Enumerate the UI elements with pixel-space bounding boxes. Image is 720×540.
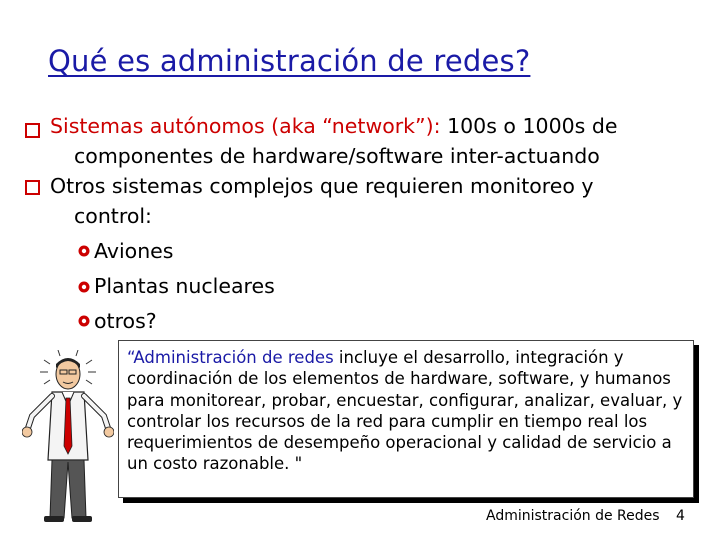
definition-box [118, 340, 694, 498]
sub-bullet-plantas: Plantas nucleares [94, 274, 275, 298]
page-number: 4 [676, 508, 685, 524]
definition-body: incluye el desarrollo, integración y coordinación de los elementos de hardware, software, y humanos para monitorear, probar, encuestar, configurar, analizar, evaluar, y controlar los recursos de la red para cumplir en tiempo real los requerimientos de desempeño operacional y calidad de servicio a un costo razonable. " [127, 348, 683, 474]
bullet-1-red-text: Sistemas autónomos (aka “network”): [50, 114, 441, 138]
sub-bullet-marker [78, 315, 90, 327]
bullet-2: Otros sistemas complejos que requieren monitoreo y [50, 174, 594, 198]
bullet-1 [50, 111, 617, 141]
bullet-2-line2: control: [74, 204, 152, 228]
sub-bullet-otros: otros? [94, 309, 157, 333]
bullet-marker [25, 123, 40, 138]
sub-bullet-marker [78, 281, 90, 293]
bullet-1-text: 100s o 1000s de [440, 114, 618, 138]
bullet-marker [25, 180, 40, 195]
definition-lead: “Administración de redes [127, 348, 334, 367]
definition-text [127, 347, 683, 475]
footer-label: Administración de Redes [486, 508, 660, 524]
bullet-1-line2: componentes de hardware/software inter-actuando [74, 144, 600, 168]
slide-title: Qué es administración de redes? [48, 44, 531, 78]
sub-bullet-marker [78, 245, 90, 257]
businessman-clipart-icon [22, 350, 114, 530]
sub-bullet-aviones: Aviones [94, 239, 174, 263]
